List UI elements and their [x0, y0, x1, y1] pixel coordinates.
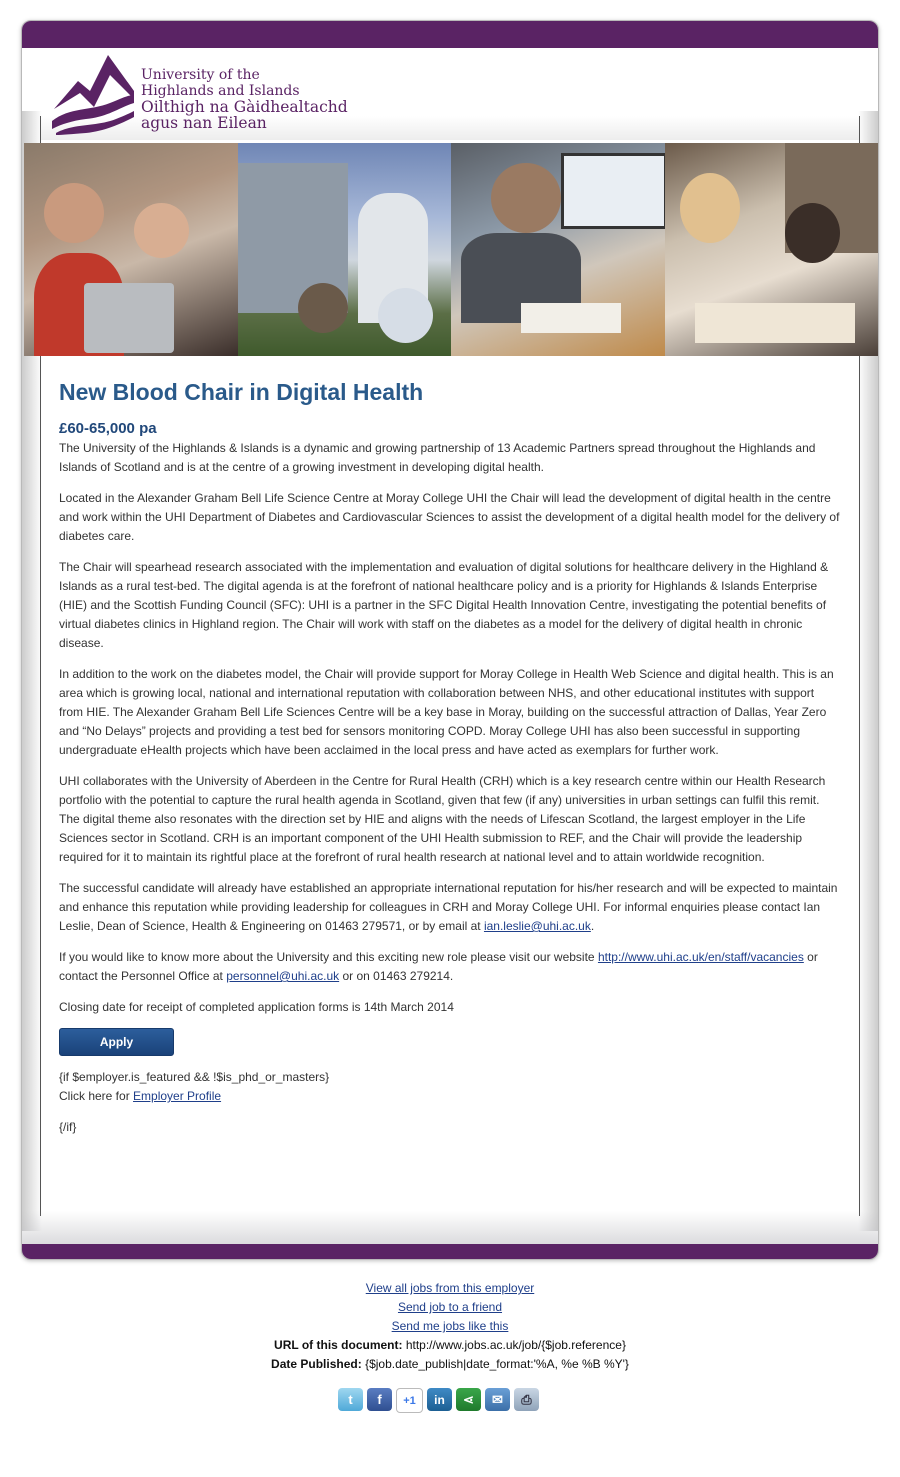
photo-banner: [24, 143, 878, 356]
template-block: [59, 1068, 841, 1137]
send-to-friend-link[interactable]: Send job to a friend: [397, 1300, 503, 1314]
logo-line-2: Highlands and Islands: [141, 83, 300, 99]
url-value: http://www.jobs.ac.uk/job/{$job.reference}: [402, 1338, 626, 1352]
paragraph-2: Located in the Alexander Graham Bell Life Science Centre at Moray College UHI the Chair will lead the development of digital health in the centre and work within the UHI Department of Diabetes and Cardiovascular Sciences to assist the development of a digital health model for the delivery of diabetes care.: [59, 491, 840, 543]
paragraph-7-text: If you would like to know more about the University and this exciting new role please visit our website: [59, 950, 598, 964]
share-icon[interactable]: ⋖: [456, 1388, 481, 1411]
banner-photo-campus: [238, 143, 452, 356]
job-content: [59, 378, 841, 1137]
banner-photo-students: [24, 143, 238, 356]
closing-date: Closing date for receipt of completed application forms is 14th March 2014: [59, 1000, 454, 1014]
paragraph-1: The University of the Highlands & Islands is a dynamic and growing partnership of 13 Academic Partners spread throughout the Highlands and Islands of Scotland and is at the centre of a growing investment in developing digital health.: [59, 441, 816, 474]
email-link-personnel[interactable]: personnel@uhi.ac.uk: [226, 969, 340, 983]
banner-photo-study: [451, 143, 665, 356]
footer-shadow: [22, 1211, 878, 1244]
paragraph-4: In addition to the work on the diabetes model, the Chair will provide support for Moray College in Health Web Science and digital health. This is an area which is growing local, national and international reputation with collaboration between NHS, and other educational institutes with support from HIE. The Alexander Graham Bell Life Sciences Centre will be a key base in Moray, building on the successful attraction of Dallas, Year Zero and “No Delays” projects and providing a test bed for sensors monitoring COPD. Moray College UHI has also been successful in supporting undergraduate eHealth projects which have been acclaimed in the local press and have acted as exemplars for further work.: [59, 667, 834, 757]
logo-line-1: University of the: [141, 67, 260, 83]
template-if-line: {if $employer.is_featured && !$is_phd_or_masters}: [59, 1070, 330, 1084]
logo-line-4: agus nan Eilean: [141, 114, 267, 132]
bottom-purple-bar: [22, 1244, 878, 1259]
paragraph-7-end: or on 01463 279214.: [339, 969, 454, 983]
paragraph-7-mid: or contact the Personnel Office at: [59, 950, 818, 983]
send-me-jobs-link[interactable]: Send me jobs like this: [391, 1319, 509, 1333]
template-endif-line: {/if}: [59, 1120, 77, 1134]
print-icon[interactable]: ⎙: [514, 1388, 539, 1411]
logo-line-3: Oilthigh na Gàidhealtachd: [141, 98, 348, 116]
linkedin-icon[interactable]: in: [427, 1388, 452, 1411]
uhi-mountain-icon: [50, 51, 138, 137]
paragraph-3: The Chair will spearhead research associated with the implementation and evaluation of digital solutions for healthcare delivery in the Highland & Islands as a rural test-bed. The digital agenda is at the forefront of national healthcare policy and is a priority for Highlands & Islands Enterprise (HIE) and the Scottish Funding Council (SFC): UHI is a partner in the SFC Digital Health Innovation Centre, investigating the potential benefits of virtual diabetes clinics in Highland region. The Chair will work with staff on the diabetes as a model for the delivery of digital health in chronic disease.: [59, 560, 829, 650]
employer-profile-link[interactable]: Employer Profile: [133, 1089, 222, 1103]
paragraph-5: UHI collaborates with the University of Aberdeen in the Centre for Rural Health (CRH) which is a key research centre within our Health Research portfolio with the potential to capture the rural health agenda in Scotland, given that few (if any) universities in urban settings can fulfil this remit. The digital theme also resonates with the direction set by HIE and aligns with the needs of Lifescan Scotland, the largest employer in the Life Sciences sector in Scotland. CRH is an important component of the UHI Health submission to REF, and the Chair will provide the leadership required for it to maintain its rightful place at the forefront of rural health research at national level and to attain worldwide recognition.: [59, 774, 826, 864]
email-icon[interactable]: ✉: [485, 1388, 510, 1411]
facebook-icon[interactable]: f: [367, 1388, 392, 1411]
date-published: [0, 1355, 900, 1374]
employer-profile-line: [59, 1087, 841, 1106]
job-title: New Blood Chair in Digital Health: [59, 379, 424, 405]
url-label: URL of this document:: [274, 1338, 403, 1352]
paragraph-6: [59, 879, 841, 936]
vacancies-link[interactable]: http://www.uhi.ac.uk/en/staff/vacancies: [597, 950, 804, 964]
date-value: {$job.date_publish|date_format:'%A, %e %B %Y'}: [361, 1357, 629, 1371]
apply-button[interactable]: Apply: [59, 1028, 174, 1056]
paragraph-7: [59, 948, 841, 986]
top-purple-bar: [22, 21, 878, 48]
share-icons: [338, 1388, 539, 1413]
job-salary: £60-65,000 pa: [59, 420, 157, 437]
uhi-logo: [50, 51, 350, 137]
date-label: Date Published:: [271, 1357, 362, 1371]
paragraph-6-text: The successful candidate will already have established an appropriate international reputation for his/her research and will be expected to maintain and enhance this reputation while providing leadership for colleagues in CRH and Moray College UHI. For informal enquiries please contact Ian Leslie, Dean of Science, Health & Engineering on 01463 279571, or by email at: [59, 881, 838, 933]
view-all-jobs-link[interactable]: View all jobs from this employer: [365, 1281, 535, 1295]
twitter-icon[interactable]: t: [338, 1388, 363, 1411]
banner-photo-library: [665, 143, 879, 356]
click-here-text: Click here for: [59, 1089, 134, 1103]
paragraph-6-end: .: [590, 919, 595, 933]
document-url: [0, 1336, 900, 1355]
page-footer: [0, 1279, 900, 1374]
uhi-logo-text: [141, 67, 348, 131]
email-link-ian-leslie[interactable]: ian.leslie@uhi.ac.uk: [483, 919, 591, 933]
google-plus-icon[interactable]: +1: [396, 1388, 423, 1413]
